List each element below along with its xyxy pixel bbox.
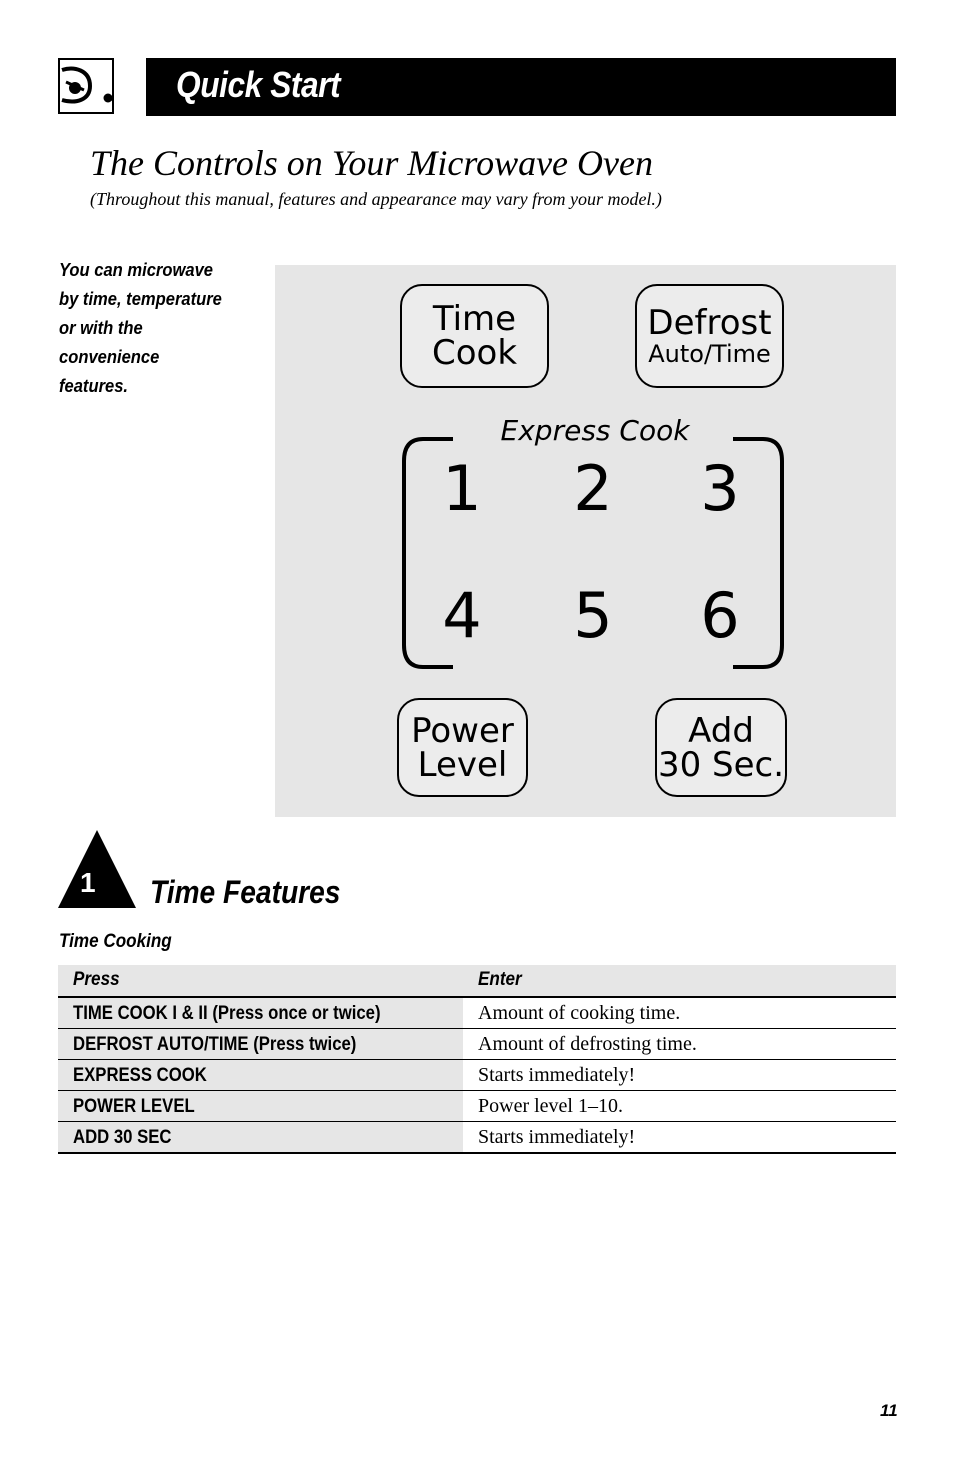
side-note-line: or with the bbox=[59, 318, 143, 338]
features-title: Time Features bbox=[150, 874, 341, 910]
press-cell: TIME COOK I & II (Press once or twice) bbox=[73, 1003, 381, 1024]
enter-cell: Amount of cooking time. bbox=[478, 1002, 681, 1024]
add-30-label: 30 Sec. bbox=[657, 744, 785, 785]
quick-start-logo-icon bbox=[58, 58, 114, 114]
express-cook-1-button[interactable]: 1 bbox=[442, 452, 482, 525]
side-note-line: by time, temperature bbox=[59, 289, 222, 309]
enter-cell: Starts immediately! bbox=[478, 1126, 636, 1148]
express-cook-label: Express Cook bbox=[500, 414, 690, 447]
column-header-press: Press bbox=[73, 969, 120, 990]
table-caption: Time Cooking bbox=[59, 931, 172, 952]
press-cell: POWER LEVEL bbox=[73, 1096, 195, 1117]
power-level-label: Level bbox=[417, 744, 508, 785]
table-header bbox=[58, 965, 896, 998]
add-30-sec-button[interactable] bbox=[655, 698, 787, 797]
enter-cell: Power level 1–10. bbox=[478, 1095, 623, 1117]
press-cell: DEFROST AUTO/TIME (Press twice) bbox=[73, 1034, 357, 1055]
power-level-button[interactable] bbox=[397, 698, 528, 797]
control-panel bbox=[275, 265, 896, 817]
table-row bbox=[58, 1122, 896, 1154]
table-row bbox=[58, 1029, 896, 1060]
time-cooking-table bbox=[58, 965, 896, 1154]
side-note-line: features. bbox=[59, 376, 129, 396]
table-row bbox=[58, 1091, 896, 1122]
enter-cell: Starts immediately! bbox=[478, 1064, 636, 1086]
time-cook-label: Time bbox=[432, 299, 517, 339]
section-note: (Throughout this manual, features and appearance may vary from your model.) bbox=[90, 189, 662, 209]
side-note-line: convenience bbox=[59, 347, 160, 367]
time-cook-button[interactable] bbox=[400, 284, 549, 388]
add-30-label: Add bbox=[688, 710, 754, 751]
side-note-line: You can microwave bbox=[59, 260, 214, 280]
section-heading: The Controls on Your Microwave Oven bbox=[90, 143, 653, 183]
express-cook-4-button[interactable]: 4 bbox=[442, 579, 482, 652]
page-number: 11 bbox=[880, 1401, 898, 1420]
express-cook-2-button[interactable]: 2 bbox=[573, 452, 613, 525]
time-cook-label: Cook bbox=[431, 333, 518, 373]
express-cook-3-button[interactable]: 3 bbox=[700, 452, 740, 525]
step-triangle-icon bbox=[58, 830, 136, 908]
power-level-label: Power bbox=[411, 710, 514, 751]
step-number: 1 bbox=[80, 867, 96, 898]
defrost-sublabel: Auto/Time bbox=[648, 340, 771, 368]
header-bar bbox=[146, 58, 896, 116]
table-row bbox=[58, 998, 896, 1029]
table-row bbox=[58, 1060, 896, 1091]
defrost-button[interactable] bbox=[635, 284, 784, 388]
defrost-label: Defrost bbox=[647, 303, 772, 343]
column-header-enter: Enter bbox=[478, 969, 522, 990]
express-cook-6-button[interactable]: 6 bbox=[700, 579, 740, 652]
press-cell: ADD 30 SEC bbox=[73, 1127, 172, 1148]
page-title: Quick Start bbox=[176, 64, 341, 105]
press-cell: EXPRESS COOK bbox=[73, 1065, 207, 1086]
side-note bbox=[59, 256, 259, 401]
enter-cell: Amount of defrosting time. bbox=[478, 1033, 697, 1055]
express-cook-5-button[interactable]: 5 bbox=[573, 579, 613, 652]
